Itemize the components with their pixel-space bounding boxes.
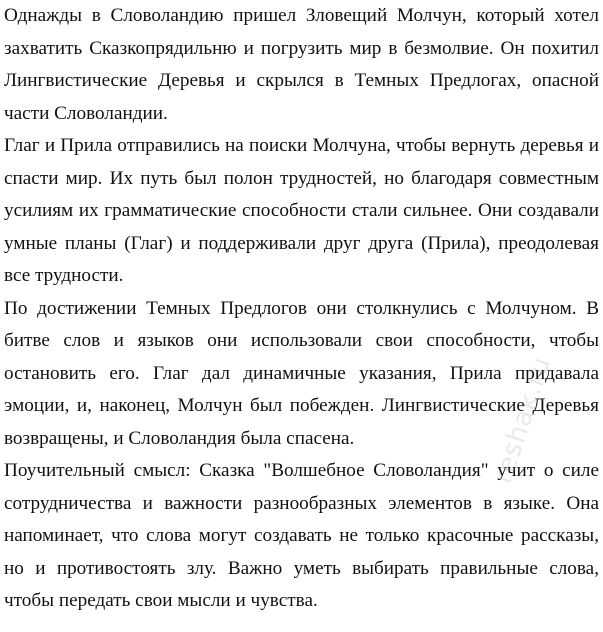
watermark: reshak.ru (488, 352, 558, 488)
paragraph-3: По достижении Темных Предлогов они столкнулись с Молчуном. В битве слов и языков они использовали свои способности, чтобы остановить его. Глаг дал динамичные указания, Прила придавала эмоции, и, наконец, Молчун был побежден. Лингвистические Деревья возвращены, и Словоландия была спасена. (4, 297, 599, 449)
paragraph-1: Однажды в Словоландию пришел Зловещий Молчун, который хотел захватить Сказкопрядильню и погрузить мир в безмолвие. Он похитил Лингвистические Деревья и скрылся в Темных Предлогах, опасной части Словоландии. (4, 5, 599, 124)
paragraph-4: Поучительный смысл: Сказка "Волшебное Словоландия" учит о силе сотрудничества и важности разнообразных элементов в языке. Она напоминает, что слова могут создавать не только красочные рассказы, но и противостоять злу. Важно уметь выбирать правильные слова, чтобы передать свои мысли и чувства. (4, 460, 599, 611)
paragraph-2: Глаг и Прила отправились на поиски Молчуна, чтобы вернуть деревья и спасти мир. Их путь был полон трудностей, но благодаря совместным усилиям их грамматические способности стали сильнее. Они создавали умные планы (Глаг) и поддерживали друг друга (Прила), преодолевая все трудности. (4, 135, 599, 286)
